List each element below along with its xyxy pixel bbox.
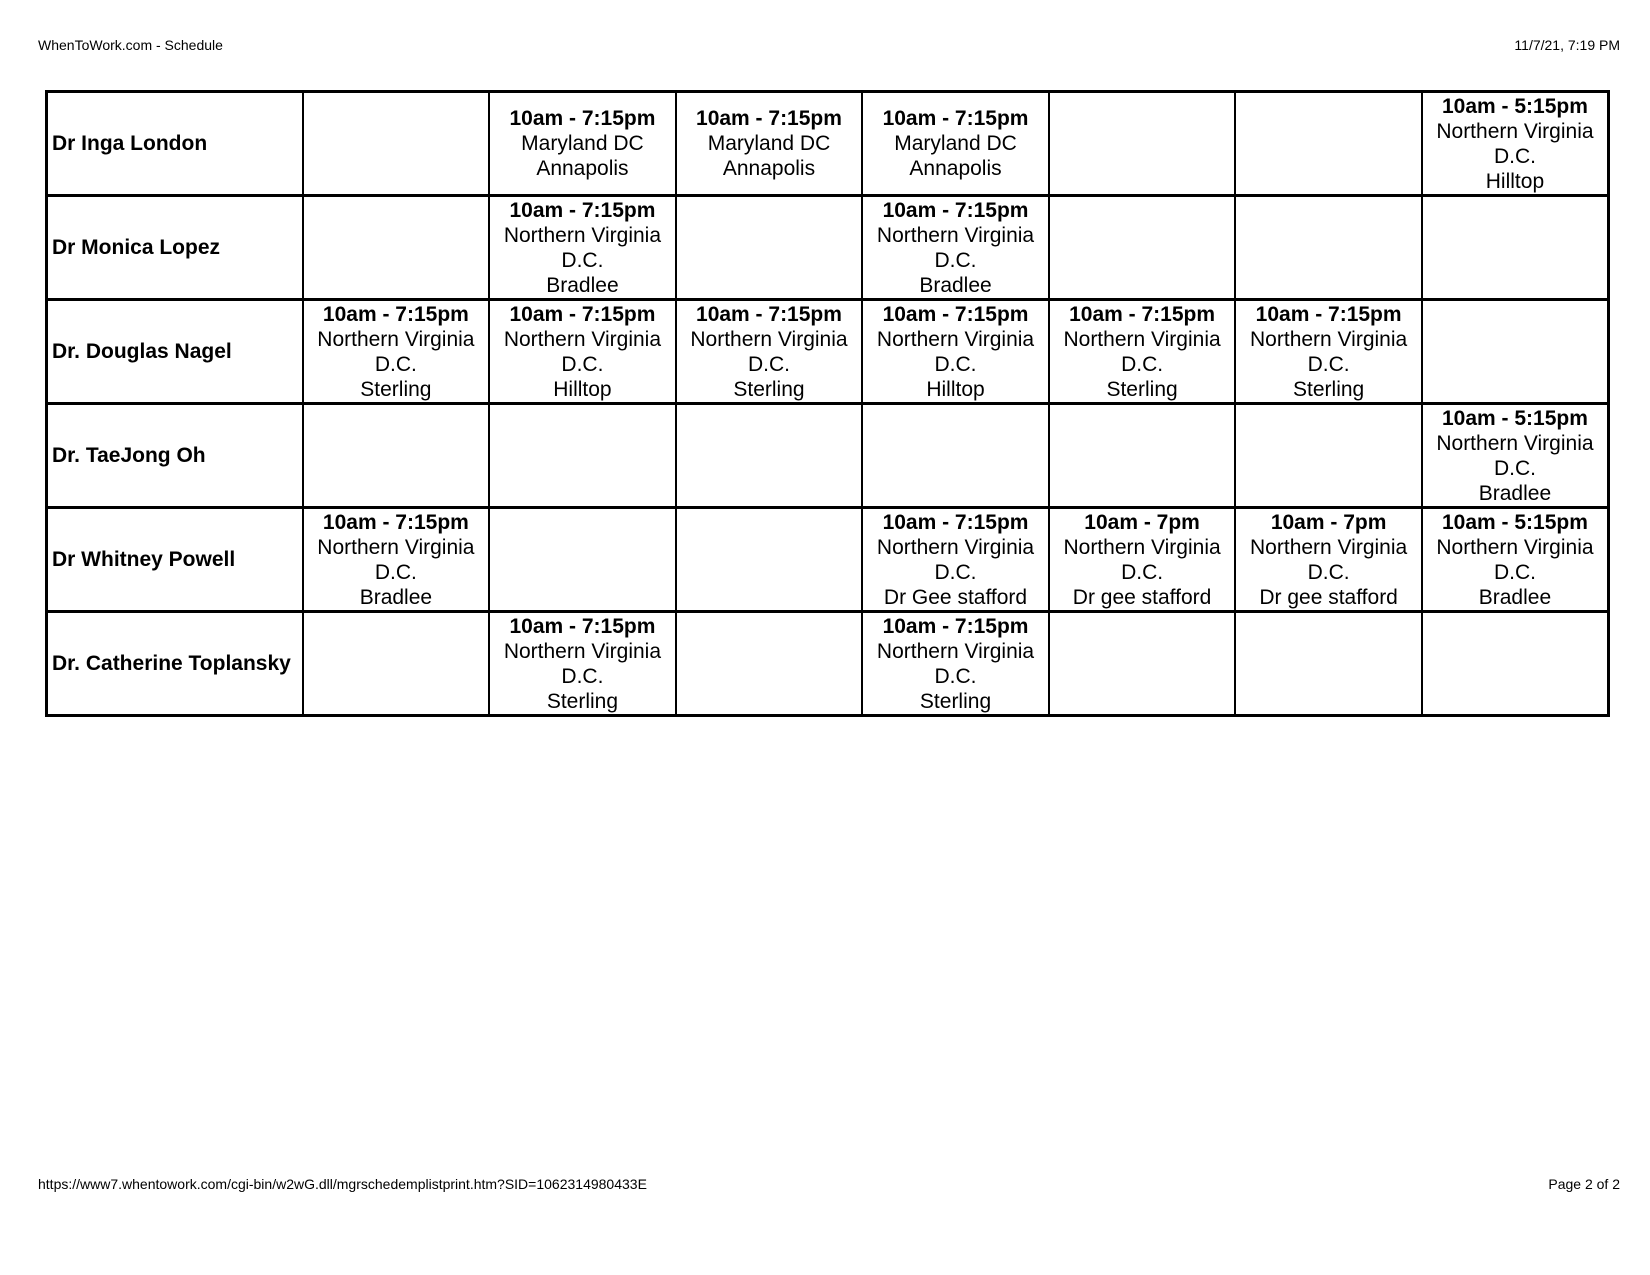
shift-location-line: D.C. <box>1493 144 1536 168</box>
shift-time: 10am - 7:15pm <box>509 198 656 222</box>
shift-location-line: D.C. <box>1493 456 1536 480</box>
shift-location-line: Sterling <box>360 377 432 401</box>
shift-time: 10am - 7:15pm <box>882 302 1029 326</box>
print-footer-page-number: Page 2 of 2 <box>1548 1176 1620 1192</box>
shift-cell <box>303 508 490 612</box>
shift-time: 10am - 7:15pm <box>509 302 656 326</box>
shift-location-line: D.C. <box>934 560 977 584</box>
schedule-table <box>45 90 1610 717</box>
shift-cell <box>1235 300 1422 404</box>
employee-name: Dr. Catherine Toplansky <box>47 612 303 716</box>
shift-cell <box>489 612 676 716</box>
shift-location-line: Northern Virginia <box>503 223 662 247</box>
shift-time: 10am - 5:15pm <box>1441 510 1588 534</box>
shift-location-line: D.C. <box>374 352 417 376</box>
shift-location-line: Bradlee <box>359 585 433 609</box>
empty-shift-cell <box>303 404 490 508</box>
shift-location-line: Dr gee stafford <box>1259 585 1398 609</box>
shift-location-line: Northern Virginia <box>690 327 848 351</box>
shift-location-line: D.C. <box>1493 560 1536 584</box>
shift-location-line: Northern Virginia <box>1436 535 1594 559</box>
shift-block <box>863 106 1048 181</box>
shift-location-line: Northern Virginia <box>876 535 1035 559</box>
shift-time: 10am - 7:15pm <box>1255 302 1402 326</box>
shift-block <box>1423 510 1607 610</box>
shift-location-line: Sterling <box>1293 377 1365 401</box>
shift-cell <box>1049 508 1236 612</box>
shift-location-line: D.C. <box>1307 560 1350 584</box>
empty-shift-cell <box>1422 300 1609 404</box>
shift-time: 10am - 5:15pm <box>1441 406 1588 430</box>
shift-block <box>490 198 675 298</box>
shift-location-line: D.C. <box>747 352 790 376</box>
shift-block <box>490 614 675 714</box>
shift-location-line: Northern Virginia <box>317 535 475 559</box>
shift-location-line: Hilltop <box>926 377 985 401</box>
shift-cell <box>862 196 1049 300</box>
shift-location-line: Annapolis <box>909 157 1002 180</box>
shift-location-line: D.C. <box>934 664 977 688</box>
shift-block <box>1236 302 1421 402</box>
shift-location-line: Dr Gee stafford <box>883 585 1028 609</box>
shift-location-line: Northern Virginia <box>1250 327 1408 351</box>
shift-block <box>490 106 675 181</box>
schedule-row <box>47 300 1609 404</box>
shift-location-line: Northern Virginia <box>317 327 475 351</box>
shift-block <box>490 302 675 402</box>
shift-cell <box>676 300 863 404</box>
shift-time: 10am - 7:15pm <box>882 198 1029 222</box>
schedule-row <box>47 612 1609 716</box>
shift-cell <box>676 92 863 196</box>
empty-shift-cell <box>1235 196 1422 300</box>
schedule-row <box>47 404 1609 508</box>
shift-location-line: D.C. <box>934 248 977 272</box>
shift-location-line: Sterling <box>546 689 619 713</box>
shift-location-line: Bradlee <box>546 273 619 297</box>
empty-shift-cell <box>862 404 1049 508</box>
empty-shift-cell <box>676 196 863 300</box>
shift-time: 10am - 7:15pm <box>882 614 1029 638</box>
shift-block <box>677 106 862 181</box>
shift-cell <box>862 508 1049 612</box>
shift-location-line: Maryland DC <box>707 132 831 155</box>
shift-block <box>863 198 1048 298</box>
shift-time: 10am - 7pm <box>1270 510 1387 534</box>
shift-location-line: D.C. <box>1307 352 1350 376</box>
shift-block <box>863 614 1048 714</box>
shift-cell <box>862 92 1049 196</box>
empty-shift-cell <box>1422 612 1609 716</box>
shift-location-line: Maryland DC <box>894 132 1017 155</box>
shift-time: 10am - 7pm <box>1084 510 1200 534</box>
empty-shift-cell <box>489 404 676 508</box>
empty-shift-cell <box>1422 196 1609 300</box>
employee-name: Dr Inga London <box>47 92 303 196</box>
shift-block <box>863 302 1048 402</box>
shift-block <box>304 510 489 610</box>
shift-time: 10am - 5:15pm <box>1441 94 1588 118</box>
shift-location-line: Northern Virginia <box>503 327 662 351</box>
employee-name: Dr. Douglas Nagel <box>47 300 303 404</box>
schedule-row <box>47 508 1609 612</box>
shift-location-line: Sterling <box>1106 377 1178 401</box>
shift-location-line: Bradlee <box>919 273 992 297</box>
shift-time: 10am - 7:15pm <box>322 510 469 534</box>
shift-location-line: Northern Virginia <box>1250 535 1408 559</box>
empty-shift-cell <box>303 92 490 196</box>
empty-shift-cell <box>303 612 490 716</box>
employee-name: Dr. TaeJong Oh <box>47 404 303 508</box>
shift-time: 10am - 7:15pm <box>696 107 842 130</box>
shift-location-line: D.C. <box>1121 352 1164 376</box>
shift-location-line: D.C. <box>561 248 604 272</box>
shift-location-line: Northern Virginia <box>1063 535 1221 559</box>
empty-shift-cell <box>1049 404 1236 508</box>
empty-shift-cell <box>676 404 863 508</box>
shift-location-line: Northern Virginia <box>1063 327 1221 351</box>
shift-location-line: Maryland DC <box>521 132 644 155</box>
shift-block <box>677 302 862 402</box>
empty-shift-cell <box>489 508 676 612</box>
schedule-row <box>47 92 1609 196</box>
shift-cell <box>489 92 676 196</box>
shift-location-line: Northern Virginia <box>876 327 1035 351</box>
empty-shift-cell <box>1235 612 1422 716</box>
shift-cell <box>489 196 676 300</box>
print-header-title: WhenToWork.com - Schedule <box>38 37 223 53</box>
shift-time: 10am - 7:15pm <box>509 614 656 638</box>
shift-block <box>1050 510 1235 610</box>
shift-block <box>1423 406 1607 506</box>
empty-shift-cell <box>1049 196 1236 300</box>
empty-shift-cell <box>676 508 863 612</box>
shift-location-line: D.C. <box>374 560 417 584</box>
shift-location-line: Hilltop <box>553 377 612 401</box>
shift-location-line: Northern Virginia <box>1436 119 1594 143</box>
shift-time: 10am - 7:15pm <box>696 302 842 326</box>
shift-location-line: Bradlee <box>1478 481 1552 505</box>
shift-block <box>863 510 1048 610</box>
shift-location-line: Northern Virginia <box>876 223 1035 247</box>
shift-location-line: Dr gee stafford <box>1072 585 1212 609</box>
shift-cell <box>1049 300 1236 404</box>
shift-location-line: D.C. <box>561 352 604 376</box>
shift-location-line: Bradlee <box>1478 585 1552 609</box>
shift-time: 10am - 7:15pm <box>509 107 656 130</box>
empty-shift-cell <box>303 196 490 300</box>
schedule-row <box>47 196 1609 300</box>
shift-location-line: Sterling <box>919 689 992 713</box>
shift-time: 10am - 7:15pm <box>322 302 469 326</box>
shift-cell <box>1422 508 1609 612</box>
shift-time: 10am - 7:15pm <box>882 107 1029 130</box>
shift-location-line: Northern Virginia <box>876 639 1035 663</box>
print-footer-url: https://www7.whentowork.com/cgi-bin/w2wG.dll/mgrschedemplistprint.htm?SID=1062314980433E <box>38 1176 647 1192</box>
shift-block <box>1423 94 1607 194</box>
shift-location-line: D.C. <box>1121 560 1164 584</box>
shift-location-line: Hilltop <box>1485 169 1545 193</box>
shift-location-line: Annapolis <box>722 157 816 180</box>
employee-name: Dr Monica Lopez <box>47 196 303 300</box>
shift-block <box>1236 510 1421 610</box>
schedule-body <box>47 92 1609 716</box>
empty-shift-cell <box>1049 612 1236 716</box>
shift-cell <box>303 300 490 404</box>
empty-shift-cell <box>1235 404 1422 508</box>
shift-cell <box>862 300 1049 404</box>
shift-location-line: Sterling <box>733 377 805 401</box>
shift-cell <box>1422 404 1609 508</box>
empty-shift-cell <box>1049 92 1236 196</box>
shift-location-line: D.C. <box>561 664 604 688</box>
shift-location-line: Annapolis <box>536 157 629 180</box>
shift-location-line: Northern Virginia <box>1436 431 1594 455</box>
shift-location-line: Northern Virginia <box>503 639 662 663</box>
empty-shift-cell <box>1235 92 1422 196</box>
shift-time: 10am - 7:15pm <box>882 510 1029 534</box>
shift-time: 10am - 7:15pm <box>1069 302 1216 326</box>
shift-cell <box>1235 508 1422 612</box>
employee-name: Dr Whitney Powell <box>47 508 303 612</box>
shift-cell <box>862 612 1049 716</box>
shift-location-line: D.C. <box>934 352 977 376</box>
shift-block <box>304 302 489 402</box>
shift-block <box>1050 302 1235 402</box>
shift-cell <box>1422 92 1609 196</box>
print-header-datetime: 11/7/21, 7:19 PM <box>1514 37 1620 53</box>
shift-cell <box>489 300 676 404</box>
empty-shift-cell <box>676 612 863 716</box>
